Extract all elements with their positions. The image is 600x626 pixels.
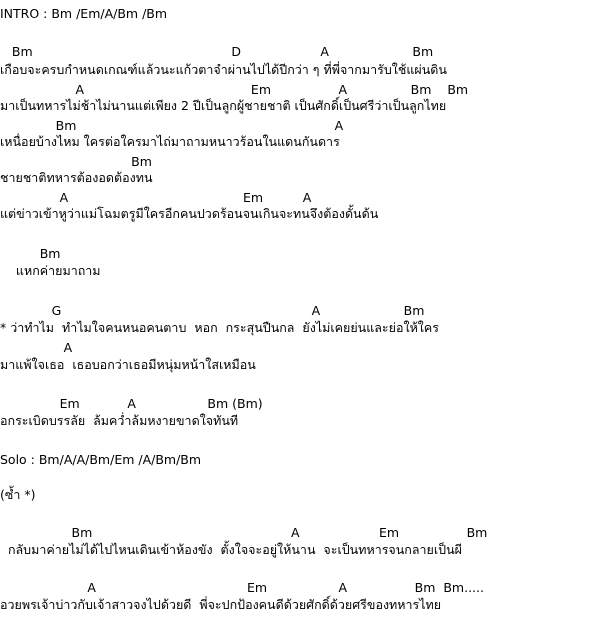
lyric-line: มาแพ้ใจเธอ เธอบอกว่าเธอมีหนุ่มหน้าใสเหมือน bbox=[0, 357, 256, 372]
chord-line: Em A Bm (Bm) bbox=[0, 396, 263, 411]
chord-line: A bbox=[0, 340, 73, 355]
lyric-line: เหนื่อยบ้างไหม ใครต่อใครมาไถ่มาถามหนาวร้อนในแดนกันดาร bbox=[0, 134, 340, 149]
solo-line: Solo : Bm/A/A/Bm/Em /A/Bm/Bm bbox=[0, 452, 202, 467]
chord-line: Bm A Em Bm bbox=[0, 525, 488, 540]
lyric-line: ชายชาติทหารต้องอดต้องทน bbox=[0, 170, 153, 185]
lyric-line: อวยพรเจ้าบ่าวกับเจ้าสาวจงไปด้วยดี พี่จะปกป้องคนดีด้วยศักดิ์ด้วยศรีของทหารไทย bbox=[0, 597, 442, 612]
lyric-line: อกระเบิดบรรลัย ล้มคว่ำล้มหงายขาดใจทันที bbox=[0, 413, 239, 428]
chord-line: A Em A bbox=[0, 190, 312, 205]
chord-line: Bm bbox=[0, 246, 61, 261]
chord-line: Bm A bbox=[0, 118, 344, 133]
chord-line: A Em A Bm Bm bbox=[0, 82, 469, 97]
lyric-line: เกือบจะครบกำหนดเกณฑ์แล้วนะแก้วตาจำผ่านไปได้ปีกว่า ๆ ที่พี่จากมารับใช้แผ่นดิน bbox=[0, 62, 447, 77]
lyric-line: กลับมาค่ายไม่ได้ไปไหนเดินเข้าห้องขัง ตั้งใจจะอยู่ให้นาน จะเป็นทหารจนกลายเป็นผี bbox=[0, 542, 462, 557]
lyric-line: * ว่าทำไม ทำไมใจคนหนอคนตาบ หอก กระสุนปืนกล ยังไม่เคยย่นและย่อให้ใคร bbox=[0, 320, 439, 335]
intro-line: INTRO : Bm /Em/A/Bm /Bm bbox=[0, 6, 168, 21]
chord-line: A Em A Bm Bm..... bbox=[0, 580, 484, 595]
chord-line: G A Bm bbox=[0, 303, 425, 318]
repeat-marker: (ซ้ำ *) bbox=[0, 487, 36, 502]
lyric-line: แหกค่ายมาถาม bbox=[0, 263, 101, 278]
chord-line: Bm bbox=[0, 154, 152, 169]
lyric-line: มาเป็นทหารไม่ช้าไม่นานแต่เพียง 2 ปีเป็นลูกผู้ชายชาติ เป็นศักดิ์เป็นศรีว่าเป็นลูกไทย bbox=[0, 98, 447, 113]
lyric-line: แต่ข่าวเข้าหูว่าแม่โฉมตรูมีใครอีกคนปวดร้อนจนเกินจะทนจึงต้องดั้นด้น bbox=[0, 206, 379, 221]
chord-line: Bm D A Bm bbox=[0, 44, 434, 59]
